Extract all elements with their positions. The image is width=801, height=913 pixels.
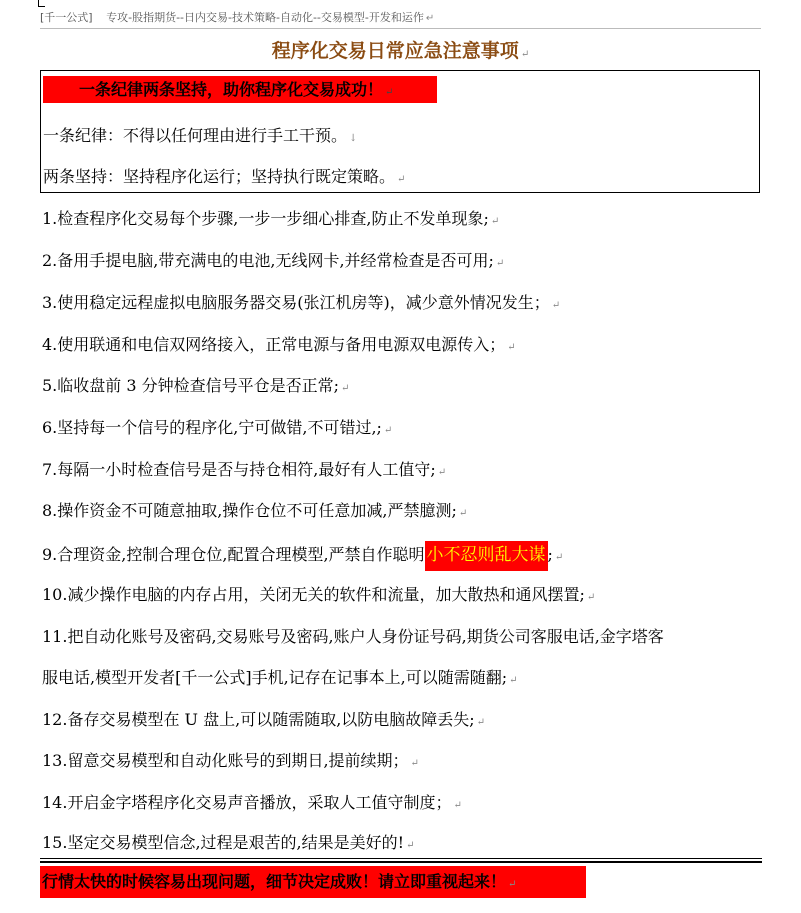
persistence-line — [43, 164, 405, 187]
paragraph-mark: ↵ — [476, 717, 486, 728]
footer-divider-thick — [40, 861, 762, 863]
list-item — [42, 790, 462, 813]
list-item — [42, 624, 664, 647]
discipline-text: 一条纪律：不得以任何理由进行手工干预。 — [43, 126, 348, 145]
item-text: 3.使用稳定远程虚拟电脑服务器交易(张江机房等)，减少意外情况发生； — [42, 293, 550, 312]
discipline-banner — [43, 76, 437, 103]
document-header — [40, 9, 434, 25]
header-divider — [40, 28, 761, 29]
discipline-line — [43, 123, 357, 146]
paragraph-mark: ↵ — [425, 13, 435, 24]
paragraph-mark: ↵ — [554, 552, 564, 563]
footer-warning-banner — [40, 866, 586, 898]
list-item — [42, 206, 499, 229]
list-item — [42, 540, 563, 565]
item-text: 5.临收盘前 3 分钟检查信号平仓是否正常; — [42, 376, 340, 395]
list-item — [42, 415, 392, 438]
persistence-text: 两条坚持：坚持程序化运行；坚持执行既定策略。 — [43, 167, 396, 186]
list-item — [42, 830, 414, 853]
item-text: 1.检查程序化交易每个步骤,一步一步细心排查,防止不发单现象; — [42, 209, 489, 228]
paragraph-mark: ↵ — [453, 800, 462, 811]
paragraph-mark: ↵ — [437, 467, 447, 478]
list-item — [42, 582, 595, 605]
list-item — [42, 332, 516, 355]
paragraph-mark: ↵ — [551, 300, 561, 311]
item-text: 9.合理资金,控制合理仓位,配置合理模型,严禁自作聪明 — [42, 545, 425, 564]
paragraph-mark: ↵ — [509, 675, 518, 686]
list-item — [42, 457, 446, 480]
paragraph-mark: ↵ — [586, 592, 596, 603]
paragraph-mark: ↵ — [406, 840, 415, 851]
paragraph-mark: ↵ — [385, 87, 394, 98]
list-item — [42, 290, 560, 313]
header-tag: [千一公式] — [40, 11, 93, 24]
item-text: 2.备用手提电脑,带充满电的电池,无线网卡,并经常检查是否可用; — [42, 251, 494, 270]
footer-divider — [40, 858, 762, 859]
item-text: 14.开启金字塔程序化交易声音播放，采取人工值守制度； — [42, 793, 452, 812]
item-text: 12.备存交易模型在 U 盘上,可以随需随取,以防电脑故障丢失; — [42, 710, 475, 729]
item-text: 6.坚持每一个信号的程序化,宁可做错,不可错过,; — [42, 418, 382, 437]
line-break-mark: ↓ — [349, 133, 358, 144]
paragraph-mark: ↵ — [495, 258, 505, 269]
list-item-continued — [42, 665, 518, 688]
paragraph-mark: ↵ — [410, 758, 419, 769]
list-item — [42, 707, 485, 730]
list-item — [42, 748, 419, 771]
item-text: 13.留意交易模型和自动化账号的到期日,提前续期； — [42, 751, 409, 770]
item-text: 7.每隔一小时检查信号是否与持仓相符,最好有人工值守; — [42, 460, 436, 479]
page-corner-mark — [38, 0, 45, 7]
paragraph-mark: ↵ — [490, 216, 500, 227]
paragraph-mark: ↵ — [508, 879, 517, 890]
paragraph-mark: ↵ — [397, 174, 406, 185]
item-text: 服电话,模型开发者[千一公式]手机,记存在记事本上,可以随需随翻; — [42, 668, 508, 687]
banner-text: 一条纪律两条坚持，助你程序化交易成功！ — [79, 80, 384, 99]
paragraph-mark: ↵ — [458, 508, 468, 519]
footer-text: 行情太快的时候容易出现问题，细节决定成败！请立即重视起来！ — [42, 872, 507, 891]
paragraph-mark: ↵ — [507, 342, 516, 353]
list-item — [42, 248, 504, 271]
item-text: 8.操作资金不可随意抽取,操作仓位不可任意加减,严禁臆测; — [42, 501, 457, 520]
page-title — [0, 36, 801, 63]
item-text: 4.使用联通和电信双网络接入，正常电源与备用电源双电源传入； — [42, 335, 506, 354]
item-tail: ; — [547, 545, 553, 564]
warning-highlight: 小不忍则乱大谋 — [425, 541, 548, 571]
item-text: 15.坚定交易模型信念,过程是艰苦的,结果是美好的! — [42, 833, 405, 852]
list-item — [42, 373, 349, 396]
paragraph-mark: ↵ — [383, 425, 393, 436]
title-text: 程序化交易日常应急注意事项 — [271, 40, 519, 62]
header-subtitle: 专攻-股指期货--日内交易-技术策略-自动化--交易模型-开发和运作 — [106, 11, 424, 24]
item-text: 11.把自动化账号及密码,交易账号及密码,账户人身份证号码,期货公司客服电话,金字塔客 — [42, 627, 664, 646]
discipline-box — [40, 70, 760, 193]
paragraph-mark: ↵ — [520, 49, 530, 60]
item-text: 10.减少操作电脑的内存占用，关闭无关的软件和流量，加大散热和通风摆置; — [42, 585, 585, 604]
paragraph-mark: ↵ — [341, 383, 350, 394]
list-item — [42, 498, 467, 521]
